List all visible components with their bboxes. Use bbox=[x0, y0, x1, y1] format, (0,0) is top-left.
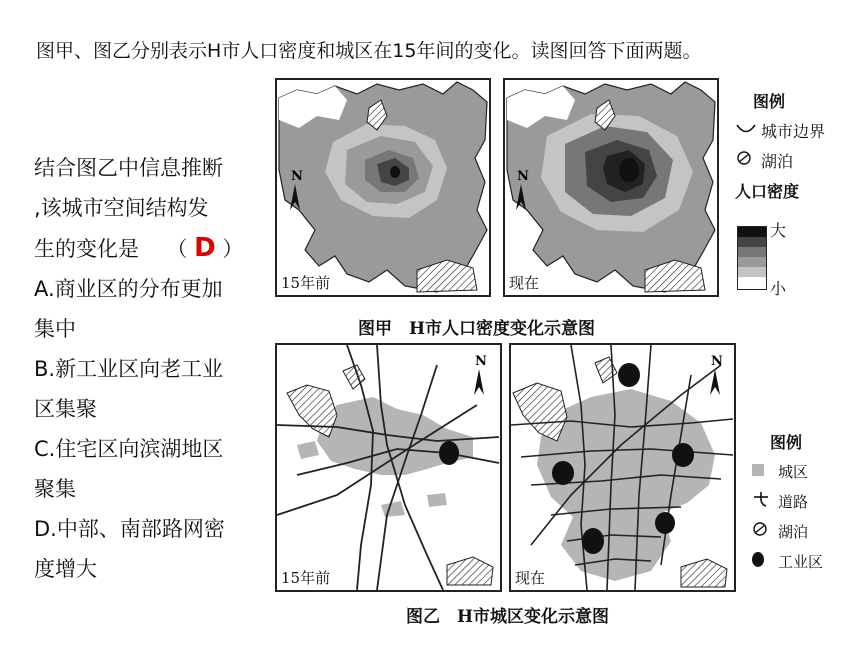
density-now-label: 现在 bbox=[509, 274, 540, 292]
density-level-5 bbox=[738, 267, 766, 277]
lake-icon bbox=[739, 154, 749, 162]
legend-boundary-label: 城市边界 bbox=[761, 121, 826, 141]
north-label: N bbox=[291, 169, 303, 184]
density-level-1 bbox=[738, 227, 766, 237]
legend-lake-a bbox=[735, 145, 855, 175]
legend-industry-label: 工业区 bbox=[778, 552, 824, 571]
option-c-line-2: 聚集 bbox=[34, 477, 76, 501]
density-high-label: 大 bbox=[770, 221, 787, 240]
north-label: N bbox=[711, 354, 723, 369]
intro-text: 图甲、图乙分别表示H市人口密度和城区在15年间的变化。读图回答下面两题。 bbox=[36, 40, 702, 62]
industry-zone bbox=[552, 461, 574, 485]
industry-zone bbox=[672, 443, 694, 467]
legend-density bbox=[735, 85, 855, 205]
north-label: N bbox=[517, 169, 529, 184]
industry-icon bbox=[752, 552, 764, 567]
north-label: N bbox=[475, 354, 487, 369]
paren-close: ） bbox=[222, 237, 244, 261]
figure-a-caption: 图甲 H市人口密度变化示意图 bbox=[358, 319, 596, 339]
density-level-2 bbox=[738, 237, 766, 247]
option-d-line-2: 度增大 bbox=[34, 557, 97, 581]
option-d-line-1: D.中部、南部路网密 bbox=[34, 517, 225, 541]
question-line-1: 结合图乙中信息推断 bbox=[34, 156, 223, 180]
legend-a-title: 图例 bbox=[753, 91, 786, 111]
legend-urban bbox=[752, 426, 858, 576]
legend-industry bbox=[752, 546, 858, 576]
question-block bbox=[34, 148, 259, 589]
option-a-line-2: 集中 bbox=[34, 317, 76, 341]
road-icon bbox=[761, 492, 766, 506]
legend-b-title: 图例 bbox=[770, 432, 803, 452]
legend-lake-b-label: 湖泊 bbox=[778, 522, 809, 541]
legend-urban-label: 城区 bbox=[778, 462, 809, 481]
paren-open: （ bbox=[166, 237, 188, 261]
question-line-2: ,该城市空间结构发 bbox=[34, 196, 209, 220]
urban-area-icon bbox=[752, 464, 764, 476]
density-level-4 bbox=[738, 257, 766, 267]
legend-density-title: 人口密度 bbox=[735, 181, 800, 201]
industry-zone bbox=[618, 363, 640, 387]
density-level-6 bbox=[738, 277, 766, 289]
density-past-label: 15年前 bbox=[281, 274, 331, 292]
urban-map-now bbox=[509, 343, 736, 592]
option-b-line-2: 区集聚 bbox=[34, 397, 97, 421]
urban-map-past bbox=[275, 343, 502, 592]
density-low-label: 小 bbox=[770, 279, 787, 298]
density-scale bbox=[737, 226, 767, 290]
lake-icon bbox=[755, 525, 765, 533]
legend-road-label: 道路 bbox=[778, 492, 809, 511]
legend-boundary bbox=[735, 115, 855, 145]
urban-past-label: 15年前 bbox=[281, 569, 331, 587]
option-b-line-1: B.新工业区向老工业 bbox=[34, 357, 224, 381]
legend-lake-a-label: 湖泊 bbox=[761, 151, 794, 171]
industry-zone bbox=[655, 512, 675, 534]
density-map-now bbox=[503, 78, 719, 297]
industry-zone bbox=[582, 528, 604, 554]
industry-zone bbox=[439, 441, 459, 465]
density-level-3 bbox=[738, 247, 766, 257]
legend-lake-b bbox=[752, 516, 858, 546]
density-map-past bbox=[275, 78, 491, 297]
option-c-line-1: C.住宅区向滨湖地区 bbox=[34, 437, 224, 461]
question-line-3 bbox=[34, 228, 259, 269]
figure-b-caption: 图乙 H市城区变化示意图 bbox=[406, 607, 610, 627]
legend-urban-area bbox=[752, 456, 858, 486]
question-line-3-text: 生的变化是 bbox=[34, 237, 139, 261]
boundary-icon bbox=[737, 125, 755, 132]
north-arrow-icon bbox=[474, 369, 484, 395]
urban-now-label: 现在 bbox=[515, 569, 546, 587]
option-a-line-1: A.商业区的分布更加 bbox=[34, 277, 223, 301]
legend-road bbox=[752, 486, 858, 516]
answer-mark: D bbox=[194, 233, 216, 263]
